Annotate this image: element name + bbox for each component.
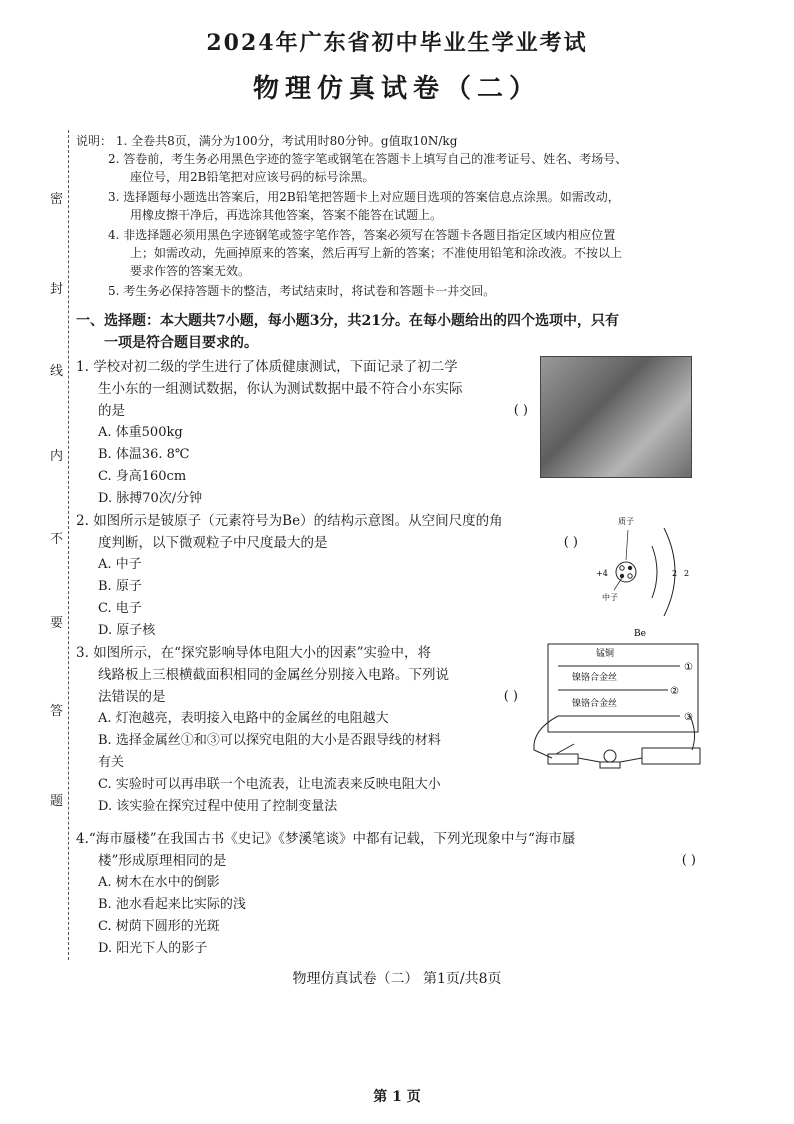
options-q4 [98, 872, 246, 960]
bulb [604, 750, 616, 762]
option: D. 该实验在探究过程中使用了控制变量法 [98, 799, 338, 814]
options-q1 [98, 422, 202, 510]
proton-label: 质子 [618, 517, 634, 526]
wire-marker: ② [670, 686, 679, 697]
charge-label: +4 [596, 569, 608, 578]
instruction-num: 4. [108, 228, 120, 242]
question-text: 的是 [98, 403, 125, 419]
electron-shell-1 [652, 546, 657, 598]
option: D. 原子核 [98, 623, 156, 638]
instruction-line: 答卷前，考生务必用黑色字迹的签字笔或钢笔在答题卡上填写自己的准考证号、姓名、考场号、 [123, 152, 628, 166]
bulb-base [600, 762, 620, 768]
options-q3 [98, 708, 558, 818]
question-text: 度判断，以下微观粒子中尺度最大的是 [98, 535, 328, 551]
circuit-diagram [512, 640, 712, 776]
question-1 [76, 356, 536, 422]
question-text: 法错误的是 [98, 689, 166, 705]
option: C. 电子 [98, 601, 142, 616]
particle [620, 574, 624, 578]
option: B. 池水看起来比实际的浅 [98, 897, 246, 912]
pointer-line [626, 530, 628, 560]
neutron-label: 中子 [602, 593, 618, 602]
section-heading-line: 一、选择题：本大题共7小题，每小题3分，共21分。在每小题给出的四个选项中，只有 [76, 313, 619, 329]
page-footer: 物理仿真试卷（二） 第1页/共8页 [292, 971, 502, 987]
side-mark: 不 [50, 532, 64, 547]
question-text: 学校对初二级的学生进行了体质健康测试，下面记录了初二学 [93, 359, 458, 375]
section-heading-line: 一项是符合题目要求的。 [104, 335, 258, 351]
side-mark: 线 [50, 364, 64, 379]
instruction-item [108, 226, 708, 280]
instruction-line: 考生务必保持答题卡的整洁，考试结束时，将试卷和答题卡一并交回。 [123, 284, 496, 298]
particle [620, 566, 624, 570]
option: D. 阳光下人的影子 [98, 941, 208, 956]
switch-arm [556, 744, 574, 754]
option: B. 选择金属丝①和③可以探究电阻的大小是否跟导线的材料 [98, 733, 441, 748]
question-number: 4. [76, 831, 89, 847]
instruction-num: 5. [108, 284, 120, 298]
particle [628, 566, 632, 570]
wire-marker: ③ [684, 712, 693, 723]
option: C. 树荫下圆形的光斑 [98, 919, 220, 934]
wire-label: 锰铜 [596, 649, 615, 659]
side-mark: 密 [50, 192, 64, 207]
option: C. 身高160cm [98, 469, 187, 484]
lead-wire [534, 716, 558, 758]
answer-bracket: ( ) [681, 853, 696, 868]
wire-marker: ① [684, 662, 693, 673]
seal-line [68, 130, 69, 960]
question-number: 2. [76, 513, 89, 529]
instruction-item [108, 282, 708, 300]
options-q2 [98, 554, 155, 642]
question-text: 生小东的一组测试数据，你认为测试数据中最不符合小东实际 [98, 381, 463, 397]
question-number: 3. [76, 645, 89, 661]
question-text: 楼”形成原理相同的是 [98, 853, 227, 869]
question-text: “海市蜃楼”在我国古书《史记》《梦溪笔谈》中都有记载，下列光现象中与“海市蜃 [88, 831, 576, 847]
question-text: 线路板上三根横截面积相同的金属丝分别接入电路。下列说 [98, 667, 449, 683]
instruction-line: 要求作答的答案无效。 [130, 264, 251, 278]
side-mark: 封 [50, 282, 64, 297]
nucleus [616, 562, 636, 582]
particle [628, 574, 632, 578]
shell-count: 2 [672, 569, 678, 578]
lead-wire [578, 758, 600, 762]
instruction-line: 非选择题必须用黑色字迹钢笔或签字笔作答，答案必须写在答题卡各题目指定区域内相应位置 [123, 228, 616, 242]
instruction-line: 座位号，用2B铅笔把对应该号码的标号涂黑。 [130, 170, 375, 184]
option: B. 原子 [98, 579, 142, 594]
instruction-item [108, 150, 708, 186]
element-symbol: Be [634, 629, 646, 639]
question-4 [76, 828, 696, 872]
question-text: 如图所示，在“探究影响导体电阻大小的因素”实验中，将 [93, 645, 431, 661]
instruction-line: 用橡皮擦干净后，再选涂其他答案，答案不能答在试题上。 [130, 208, 443, 222]
option: D. 脉搏70次/分钟 [98, 491, 203, 506]
question-text: 如图所示是铍原子（元素符号为Be）的结构示意图。从空间尺度的角 [93, 513, 503, 529]
option: A. 体重500kg [98, 425, 183, 440]
atom-diagram [590, 510, 700, 640]
wire-label: 镍铬合金丝 [572, 673, 618, 683]
option: B. 体温36. 8℃ [98, 447, 190, 462]
option: 有关 [98, 755, 125, 770]
instructions [76, 132, 716, 150]
battery-box [642, 748, 700, 764]
answer-bracket: ( ) [503, 689, 518, 704]
instruction-line: 选择题每小题选出答案后，用2B铅笔把答题卡上对应题目选项的答案信息点涂黑。如需改动， [123, 190, 620, 204]
option: C. 实验时可以再串联一个电流表，让电流表来反映电阻大小 [98, 777, 441, 792]
side-mark: 内 [50, 449, 64, 464]
instruction-num: 1. [115, 134, 128, 148]
instruction-line: 上；如需改动，先画掉原来的答案，然后再写上新的答案；不准使用铅笔和涂改液。不按以上 [130, 246, 623, 260]
section-heading [76, 310, 716, 354]
option: A. 中子 [98, 557, 142, 572]
side-mark: 答 [50, 704, 64, 719]
side-mark: 要 [50, 616, 64, 631]
exam-title: 2024年广东省初中毕业生学业考试 [206, 30, 588, 56]
instruction-num: 3. [108, 190, 120, 204]
lead-wire [620, 758, 642, 762]
option: A. 灯泡越亮，表明接入电路中的金属丝的电阻越大 [98, 711, 389, 726]
instruction-item [108, 188, 708, 224]
switch [548, 754, 578, 764]
question-3 [76, 642, 526, 708]
exam-subtitle: 物理仿真试卷（二） [252, 74, 541, 104]
side-mark: 题 [50, 794, 64, 809]
instruction-num: 2. [108, 152, 120, 166]
option: A. 树木在水中的倒影 [98, 875, 220, 890]
answer-bracket: ( ) [563, 535, 578, 550]
question-number: 1. [76, 359, 89, 375]
answer-bracket: ( ) [513, 403, 528, 418]
shell-count: 2 [684, 569, 690, 578]
instruction-line: 全卷共8页，满分为100分，考试用时80分钟。g值取10N/kg [131, 134, 458, 148]
page-number: 第 1 页 [373, 1089, 421, 1105]
pointer-line [614, 578, 622, 590]
wire-label: 镍铬合金丝 [572, 699, 618, 709]
question-2 [76, 510, 586, 554]
test-photo [540, 356, 692, 478]
instructions-label: 说明： [76, 134, 113, 148]
